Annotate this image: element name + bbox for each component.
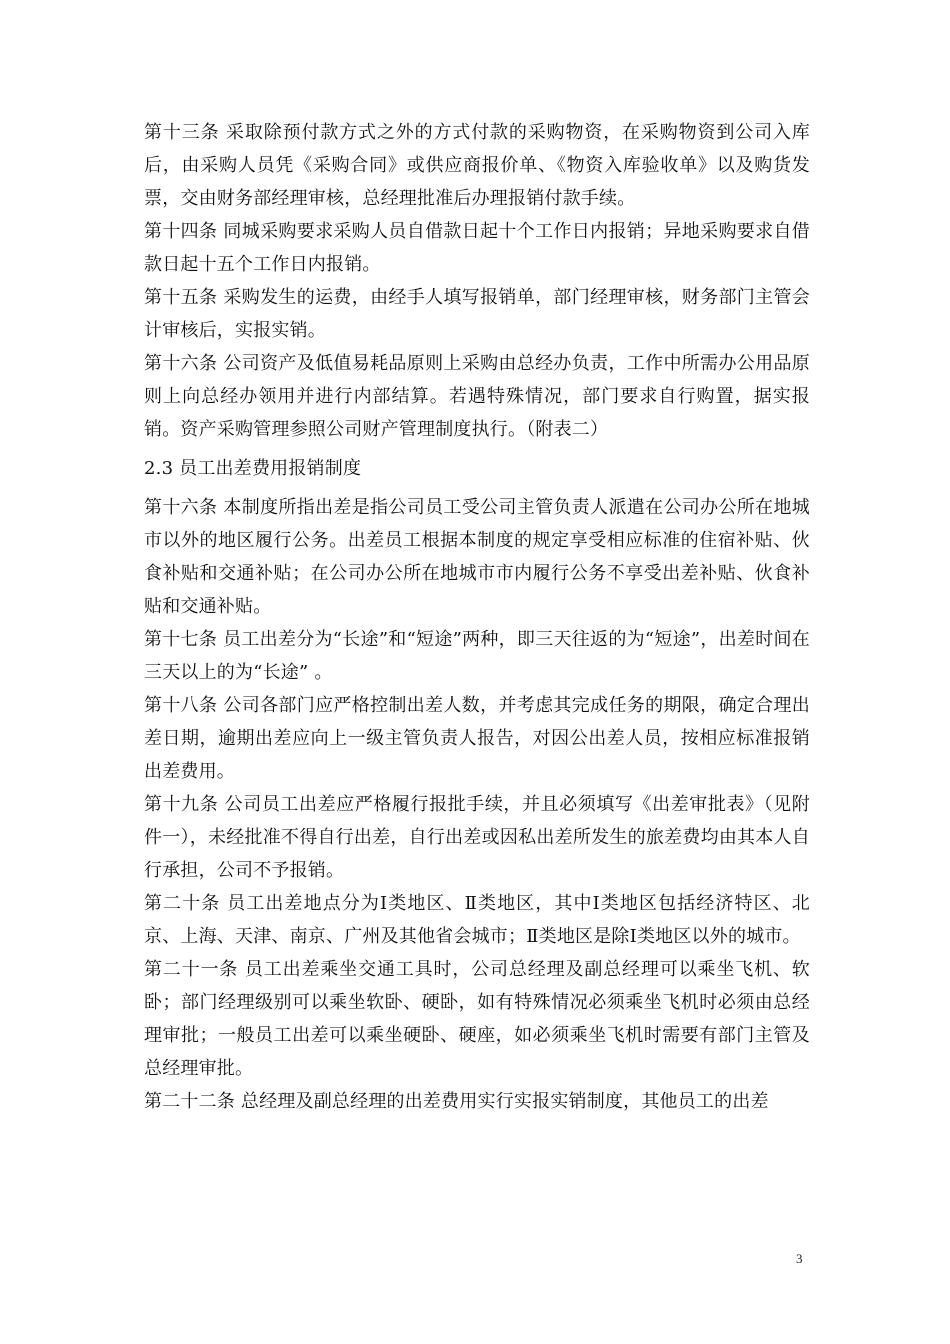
article-20: 第二十条 员工出差地点分为Ⅰ类地区、Ⅱ类地区，其中Ⅰ类地区包括经济特区、北京、上海、天津、南京、广州及其他省会城市；Ⅱ类地区是除Ⅰ类地区以外的城市。 (144, 893, 810, 947)
page-number: 3 (796, 1251, 803, 1266)
article-18: 第十八条 公司各部门应严格控制出差人数，并考虑其完成任务的期限，确定合理出差日期，逾期出差应向上一级主管负责人报告，对因公出差人员，按相应标准报销出差费用。 (144, 695, 810, 782)
article-19: 第十九条 公司员工出差应严格履行报批手续，并且必须填写《出差审批表》（见附件一），未经批准不得自行出差，自行出差或因私出差所发生的旅差费均由其本人自行承担，公司不予报销。 (144, 794, 810, 881)
document-body (144, 116, 810, 1118)
article-15: 第十五条 采购发生的运费，由经手人填写报销单，部门经理审核，财务部门主管会计审核后，实报实销。 (144, 287, 810, 341)
section-heading: 2.3 员工出差费用报销制度 (144, 458, 362, 479)
article-13: 第十三条 采取除预付款方式之外的方式付款的采购物资，在采购物资到公司入库后，由采购人员凭《采购合同》或供应商报价单、《物资入库验收单》以及购货发票，交由财务部经理审核，总经理批准后办理报销付款手续。 (144, 122, 810, 209)
article-16: 第十六条 公司资产及低值易耗品原则上采购由总经办负责，工作中所需办公用品原则上向总经办领用并进行内部结算。若遇特殊情况，部门要求自行购置，据实报销。资产采购管理参照公司财产管理制度执行。（附表二） (144, 353, 810, 440)
article-14: 第十四条 同城采购要求采购人员自借款日起十个工作日内报销；异地采购要求自借款日起十五个工作日内报销。 (144, 221, 810, 275)
article-22: 第二十二条 总经理及副总经理的出差费用实行实报实销制度，其他员工的出差 (144, 1091, 769, 1112)
article-16-travel: 第十六条 本制度所指出差是指公司员工受公司主管负责人派遣在公司办公所在地城市以外的地区履行公务。出差员工根据本制度的规定享受相应标准的住宿补贴、伙食补贴和交通补贴；在公司办公所在地城市市内履行公务不享受出差补贴、伙食补贴和交通补贴。 (144, 497, 810, 617)
article-17: 第十七条 员工出差分为“长途”和“短途”两种，即三天往返的为“短途”，出差时间在三天以上的为“长途” 。 (144, 629, 810, 683)
article-21: 第二十一条 员工出差乘坐交通工具时，公司总经理及副总经理可以乘坐飞机、软卧；部门经理级别可以乘坐软卧、硬卧，如有特殊情况必须乘坐飞机时必须由总经理审批；一般员工出差可以乘坐硬卧、硬座，如必须乘坐飞机时需要有部门主管及总经理审批。 (144, 959, 810, 1079)
